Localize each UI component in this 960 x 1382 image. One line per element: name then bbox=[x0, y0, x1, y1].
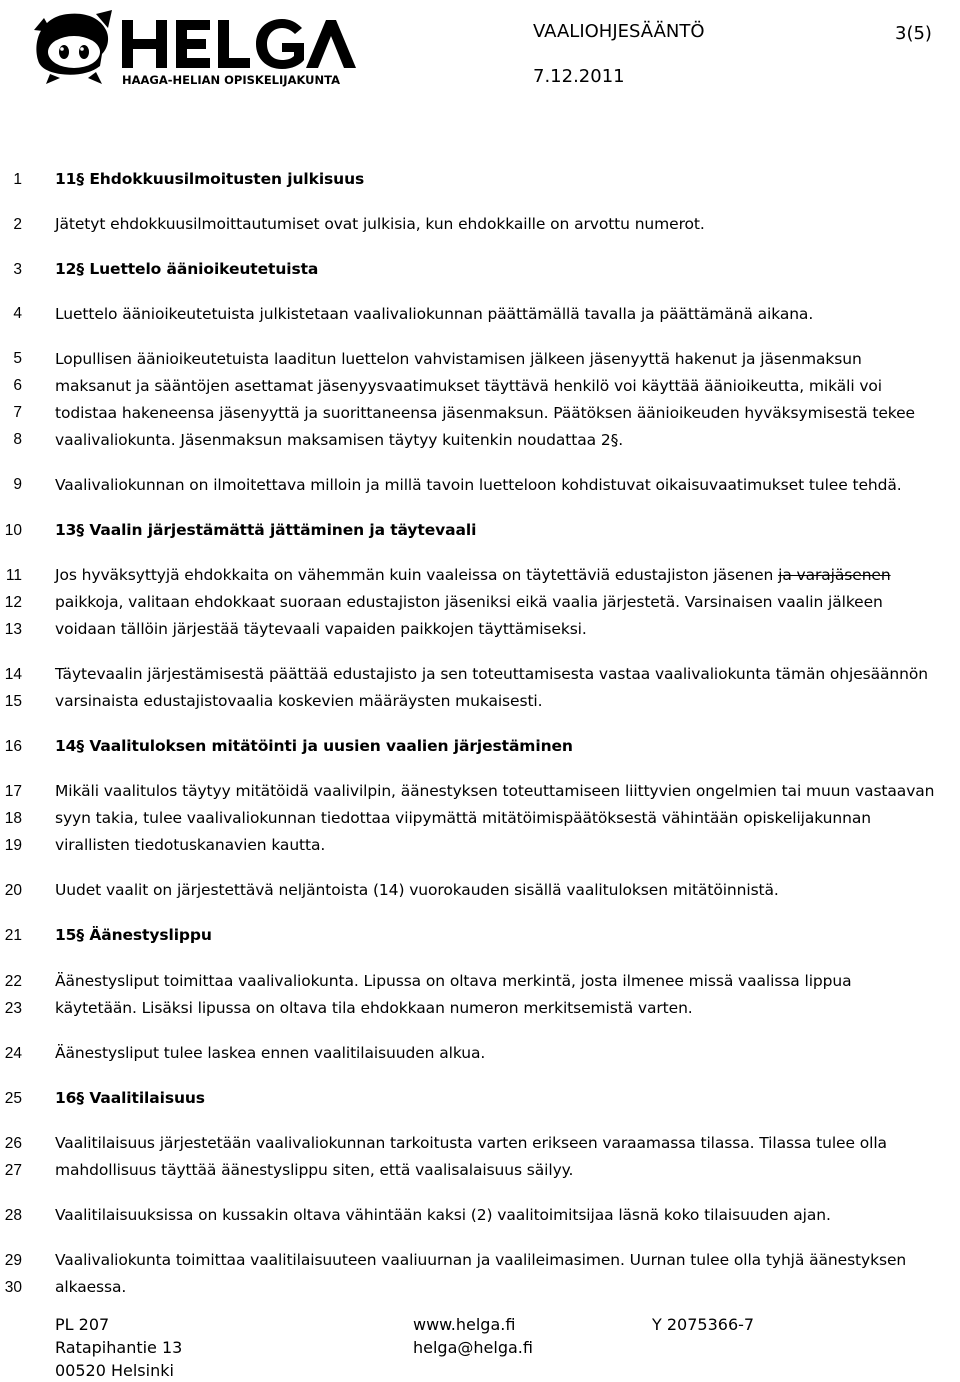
line-number: 7 bbox=[13, 404, 22, 421]
paragraph-line: mahdollisuus täyttää äänestyslippu siten, että vaalisalaisuus säilyy. bbox=[55, 1161, 574, 1179]
section-heading: 11§ Ehdokkuusilmoitusten julkisuus bbox=[55, 170, 365, 188]
line-number: 11 bbox=[5, 567, 22, 584]
svg-text:HAAGA-HELIAN OPISKELIJAKUNTA: HAAGA-HELIAN OPISKELIJAKUNTA bbox=[122, 73, 340, 87]
helga-logo-graphic bbox=[30, 8, 360, 88]
line-number: 2 bbox=[13, 216, 22, 233]
line-number: 1 bbox=[13, 171, 22, 188]
paragraph-line: Uudet vaalit on järjestettävä neljäntoista (14) vuorokauden sisällä vaalituloksen mitätöinnistä. bbox=[55, 881, 779, 899]
paragraph-line: Luettelo äänioikeutetuista julkistetaan vaalivaliokunnan päättämällä tavalla ja päättämänä aikana. bbox=[55, 305, 814, 323]
page-number: 3(5) bbox=[895, 23, 932, 44]
paragraph-line: paikkoja, valitaan ehdokkaat suoraan edustajiston jäseniksi eikä vaalia järjestetä. Varsinaisen vaalin jälkeen bbox=[55, 593, 883, 611]
line-number: 18 bbox=[4, 810, 22, 827]
paragraph-line: käytetään. Lisäksi lipussa on oltava tila ehdokkaan numeron merkitsemistä varten. bbox=[55, 999, 693, 1017]
paragraph-line: Vaalitilaisuuksissa on kussakin oltava vähintään kaksi (2) vaalitoimitsijaa läsnä koko tilaisuuden ajan. bbox=[55, 1206, 831, 1224]
paragraph-line: Vaalitilaisuus järjestetään vaalivaliokunnan tarkoitusta varten erikseen varaamassa tilassa. Tilassa tulee olla bbox=[55, 1134, 887, 1152]
footer-city: 00520 Helsinki bbox=[55, 1361, 174, 1380]
line-number: 16 bbox=[4, 738, 22, 755]
paragraph-line: Täytevaalin järjestämisestä päättää edustajisto ja sen toteuttamisesta vastaa vaalivaliokunta tämän ohjesäännön bbox=[55, 665, 928, 683]
line-number: 9 bbox=[13, 476, 22, 493]
line-number: 12 bbox=[4, 594, 22, 611]
line-number: 25 bbox=[4, 1090, 22, 1107]
paragraph-line bbox=[55, 566, 891, 584]
paragraph-line: voidaan tällöin järjestää täytevaali vapaiden paikkojen täyttämiseksi. bbox=[55, 620, 587, 638]
document-date: 7.12.2011 bbox=[533, 66, 625, 87]
footer-email-link[interactable]: helga@helga.fi bbox=[413, 1338, 533, 1357]
line-number: 10 bbox=[4, 522, 22, 539]
paragraph-line: virallisten tiedotuskanavien kautta. bbox=[55, 836, 326, 854]
line-number: 3 bbox=[13, 261, 22, 278]
paragraph-line: alkaessa. bbox=[55, 1278, 127, 1296]
paragraph-line: Äänestysliput toimittaa vaalivaliokunta. Lipussa on oltava merkintä, josta ilmenee missä vaalissa lippua bbox=[55, 972, 852, 990]
paragraph-line: Lopullisen äänioikeutetuista laaditun luettelon vahvistamisen jälkeen jäsenyyttä hakenut ja jäsenmaksun bbox=[55, 350, 862, 368]
footer-street: Ratapihantie 13 bbox=[55, 1338, 183, 1357]
paragraph-line: vaalivaliokunta. Jäsenmaksun maksamisen täytyy kuitenkin noudattaa 2§. bbox=[55, 431, 624, 449]
paragraph-line: todistaa hakeneensa jäsenyyttä ja suorittaneensa jäsenmaksun. Päätöksen äänioikeuden hyväksymisestä tekee bbox=[55, 404, 915, 422]
line-number: 13 bbox=[4, 621, 22, 638]
line-number: 29 bbox=[4, 1252, 22, 1269]
footer-po-box: PL 207 bbox=[55, 1315, 110, 1334]
paragraph-line: Äänestysliput tulee laskea ennen vaalitilaisuuden alkua. bbox=[55, 1044, 486, 1062]
line-number: 30 bbox=[4, 1279, 22, 1296]
line-number: 14 bbox=[4, 666, 22, 683]
paragraph-line: Jätetyt ehdokkuusilmoittautumiset ovat julkisia, kun ehdokkaille on arvottu numerot. bbox=[55, 215, 705, 233]
paragraph-line: Mikäli vaalitulos täytyy mitätöidä vaalivilpin, äänestyksen toteuttamiseen liittyvien ongelmien tai muun vastaavan bbox=[55, 782, 935, 800]
line-number: 26 bbox=[4, 1135, 22, 1152]
section-heading: 12§ Luettelo äänioikeutetuista bbox=[55, 260, 319, 278]
line-number: 8 bbox=[13, 431, 22, 448]
struck-text: ja varajäsenen bbox=[778, 566, 891, 584]
line-number: 28 bbox=[4, 1207, 22, 1224]
paragraph-line: Vaalivaliokunnan on ilmoitettava milloin ja millä tavoin luetteloon kohdistuvat oikaisuvaatimukset tulee tehdä. bbox=[55, 476, 902, 494]
line-number: 6 bbox=[13, 377, 22, 394]
line-number: 15 bbox=[4, 693, 22, 710]
section-heading: 15§ Äänestyslippu bbox=[55, 926, 212, 944]
document-title: VAALIOHJESÄÄNTÖ bbox=[533, 21, 705, 42]
helga-logo bbox=[30, 8, 360, 92]
line-number: 19 bbox=[4, 837, 22, 854]
line-number: 24 bbox=[4, 1045, 22, 1062]
line-number: 23 bbox=[4, 1000, 22, 1017]
line-number: 4 bbox=[13, 305, 22, 322]
line-number: 27 bbox=[4, 1162, 22, 1179]
section-heading: 14§ Vaalituloksen mitätöinti ja uusien vaalien järjestäminen bbox=[55, 737, 573, 755]
footer-web-link[interactable]: www.helga.fi bbox=[413, 1315, 516, 1334]
mascot-icon bbox=[34, 10, 112, 84]
line-number: 17 bbox=[4, 783, 22, 800]
line-number: 5 bbox=[13, 350, 22, 367]
paragraph-text: Jos hyväksyttyjä ehdokkaita on vähemmän kuin vaaleissa on täytettäviä edustajiston jäsenen bbox=[55, 566, 779, 584]
paragraph-line: maksanut ja sääntöjen asettamat jäsenyysvaatimukset täyttävä henkilö voi käyttää äänioikeutta, mikäli voi bbox=[55, 377, 883, 395]
footer-business-id: Y 2075366-7 bbox=[652, 1315, 755, 1334]
section-heading: 13§ Vaalin järjestämättä jättäminen ja täytevaali bbox=[55, 521, 477, 539]
paragraph-line: varsinaista edustajistovaalia koskevien määräysten mukaisesti. bbox=[55, 692, 543, 710]
paragraph-line: Vaalivaliokunta toimittaa vaalitilaisuuteen vaaliuurnan ja vaalileimasimen. Uurnan tulee olla tyhjä äänestyksen bbox=[55, 1251, 907, 1269]
section-heading: 16§ Vaalitilaisuus bbox=[55, 1089, 205, 1107]
paragraph-line: syyn takia, tulee vaalivaliokunnan tiedottaa viipymättä mitätöimispäätöksestä vähintään opiskelijakunnan bbox=[55, 809, 871, 827]
line-number: 21 bbox=[4, 927, 22, 944]
line-number: 22 bbox=[4, 973, 22, 990]
line-number: 20 bbox=[4, 882, 22, 899]
